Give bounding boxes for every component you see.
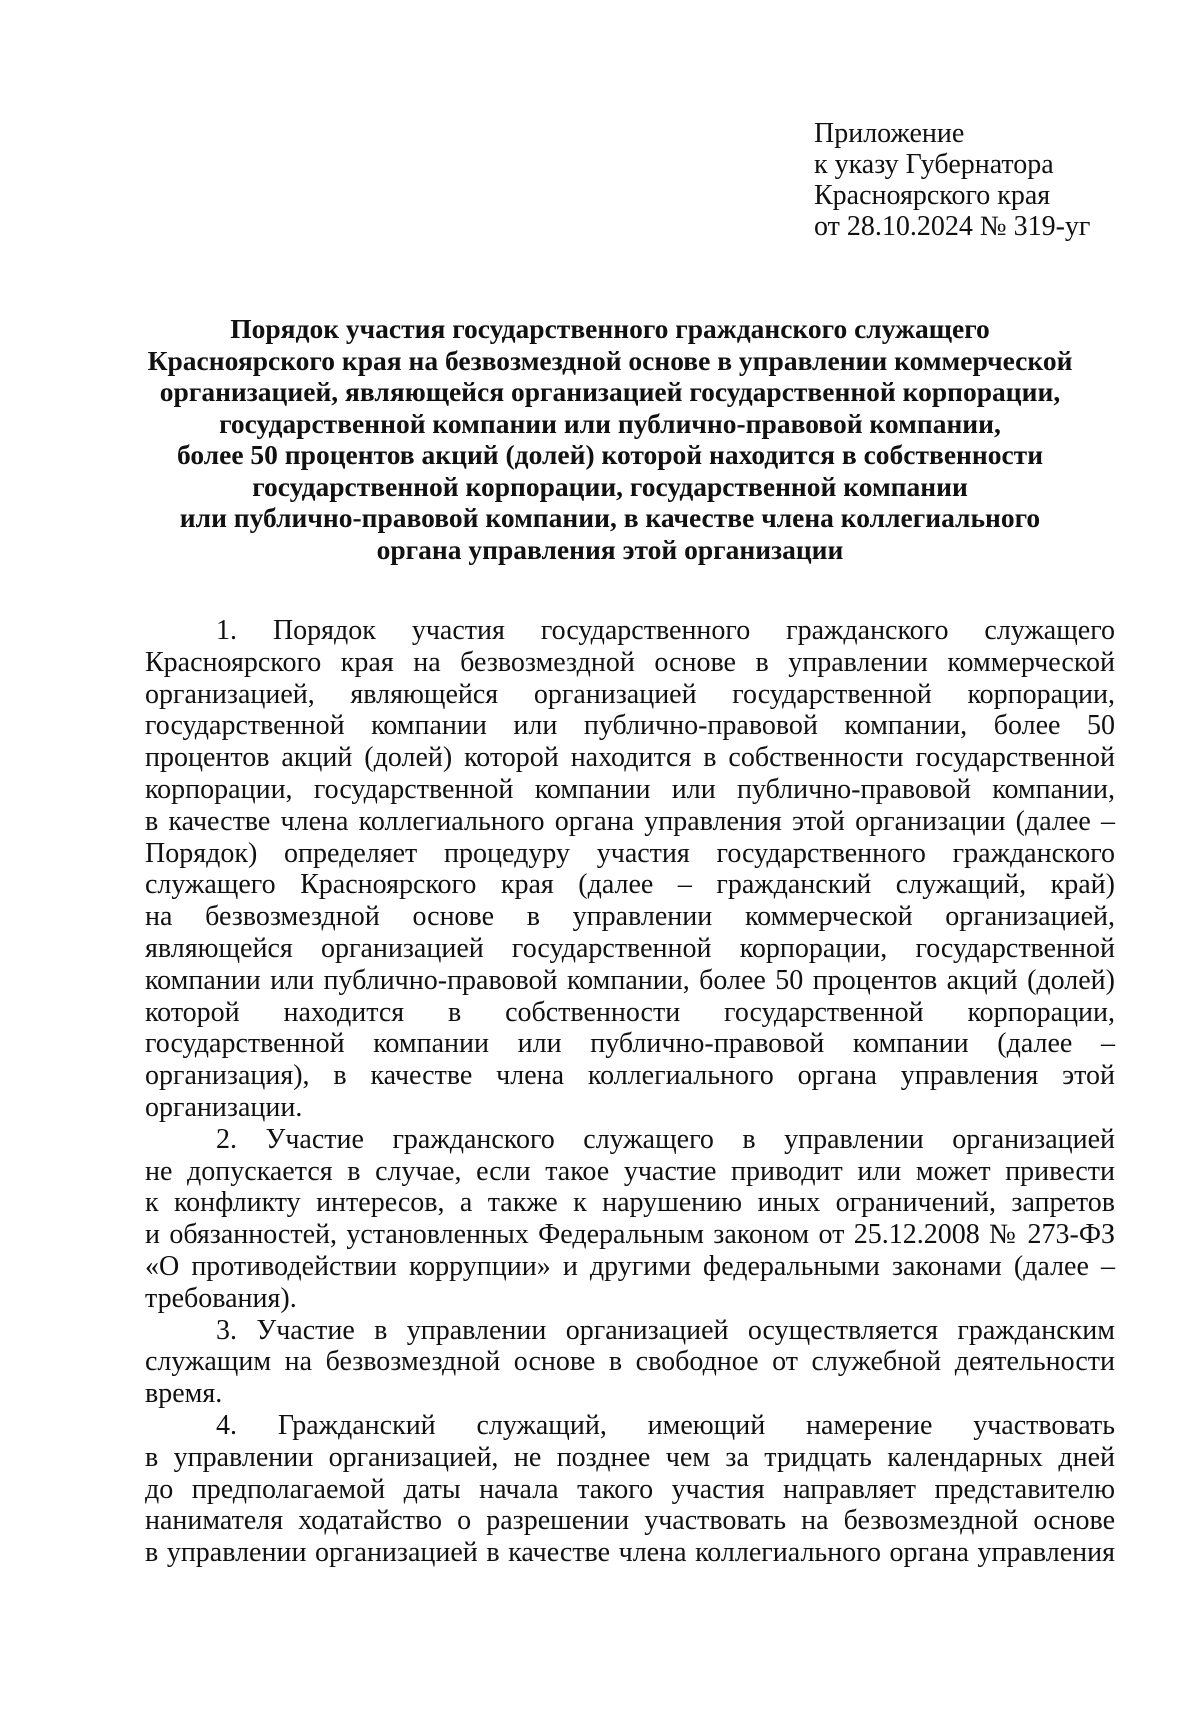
paragraph-line: 2. Участие гражданского служащего в управлении организацией bbox=[216, 1123, 1115, 1155]
paragraph-line: служащим на безвозмездной основе в свободное от служебной деятельности bbox=[145, 1346, 1115, 1378]
paragraph-line: в управлении организацией, не позднее чем за тридцать календарных дней bbox=[145, 1441, 1115, 1473]
paragraph-line: «О противодействии коррупции» и другими федеральными законами (далее – bbox=[145, 1250, 1115, 1282]
paragraph-line: 3. Участие в управлении организацией осуществляется гражданским bbox=[216, 1314, 1115, 1346]
paragraph-line: нанимателя ходатайство о разрешении участвовать на безвозмездной основе bbox=[145, 1505, 1115, 1537]
paragraph-line: организации. bbox=[145, 1091, 303, 1123]
paragraph-line: Красноярского края на безвозмездной основе в управлении коммерческой bbox=[145, 646, 1115, 678]
appendix-line-3: Красноярского края bbox=[814, 180, 1051, 211]
appendix-line-2: к указу Губернатора bbox=[814, 149, 1054, 180]
title-line: государственной компании или публично-правовой компании, bbox=[219, 407, 1001, 439]
paragraph-line: Порядок) определяет процедуру участия государственного гражданского bbox=[145, 837, 1115, 869]
appendix-line-4: от 28.10.2024 № 319-уг bbox=[814, 211, 1091, 242]
paragraph-line: государственной компании или публично-правовой компании (далее – bbox=[145, 1028, 1115, 1060]
title-line: или публично-правовой компании, в качестве члена коллегиального bbox=[179, 502, 1041, 533]
paragraph-line: 4. Гражданский служащий, имеющий намерение участвовать bbox=[216, 1409, 1115, 1441]
paragraph-line: и обязанностей, установленных Федеральным законом от 25.12.2008 № 273-ФЗ bbox=[145, 1219, 1115, 1251]
paragraph-3 bbox=[145, 1315, 1115, 1410]
paragraph-line: к конфликту интересов, а также к нарушению иных ограничений, запретов bbox=[145, 1187, 1115, 1219]
paragraph-1 bbox=[145, 615, 1115, 1124]
title-line: Красноярского края на безвозмездной основе в управлении коммерческой bbox=[147, 344, 1073, 376]
paragraph-line: государственной компании или публично-правовой компании, более 50 bbox=[145, 710, 1115, 742]
title-line: более 50 процентов акций (долей) которой находится в собственности bbox=[176, 439, 1044, 470]
document-title bbox=[130, 313, 1090, 565]
title-line: организацией, являющейся организацией государственной корпорации, bbox=[159, 376, 1061, 407]
paragraph-4 bbox=[145, 1410, 1115, 1569]
title-line: органа управления этой организации bbox=[376, 533, 844, 565]
paragraph-line: 1. Порядок участия государственного гражданского служащего bbox=[216, 615, 1115, 646]
paragraph-line: не допускается в случае, если такое участие приводит или может привести bbox=[145, 1155, 1115, 1187]
paragraph-line: в управлении организацией в качестве члена коллегиального органа управления bbox=[145, 1537, 1115, 1569]
paragraph-line: в качестве члена коллегиального органа управления этой организации (далее – bbox=[145, 805, 1115, 837]
paragraph-line: корпорации, государственной компании или публично-правовой компании, bbox=[145, 773, 1115, 805]
title-line: Порядок участия государственного гражданского служащего bbox=[230, 313, 990, 344]
paragraph-line: которой находится в собственности государственной корпорации, bbox=[145, 996, 1115, 1028]
paragraph-2 bbox=[145, 1124, 1115, 1315]
paragraph-line: организацией, являющейся организацией государственной корпорации, bbox=[145, 678, 1115, 710]
paragraph-line: до предполагаемой даты начала такого участия направляет представителю bbox=[145, 1473, 1115, 1505]
appendix-line-1: Приложение bbox=[814, 118, 965, 149]
paragraph-line: на безвозмездной основе в управлении коммерческой организацией, bbox=[145, 901, 1115, 933]
paragraph-line: организация), в качестве члена коллегиального органа управления этой bbox=[145, 1060, 1115, 1092]
appendix-header bbox=[814, 118, 1174, 242]
paragraph-line: компании или публично-правовой компании, более 50 процентов акций (долей) bbox=[145, 964, 1115, 996]
paragraph-line: служащего Красноярского края (далее – гражданский служащий, край) bbox=[145, 869, 1115, 901]
document-body bbox=[145, 615, 1115, 1569]
paragraph-line: являющейся организацией государственной корпорации, государственной bbox=[145, 932, 1115, 964]
title-line: государственной корпорации, государственной компании bbox=[252, 470, 968, 502]
paragraph-line: требования). bbox=[145, 1282, 297, 1314]
paragraph-line: процентов акций (долей) которой находится в собственности государственной bbox=[145, 742, 1115, 774]
paragraph-line: время. bbox=[145, 1378, 223, 1410]
